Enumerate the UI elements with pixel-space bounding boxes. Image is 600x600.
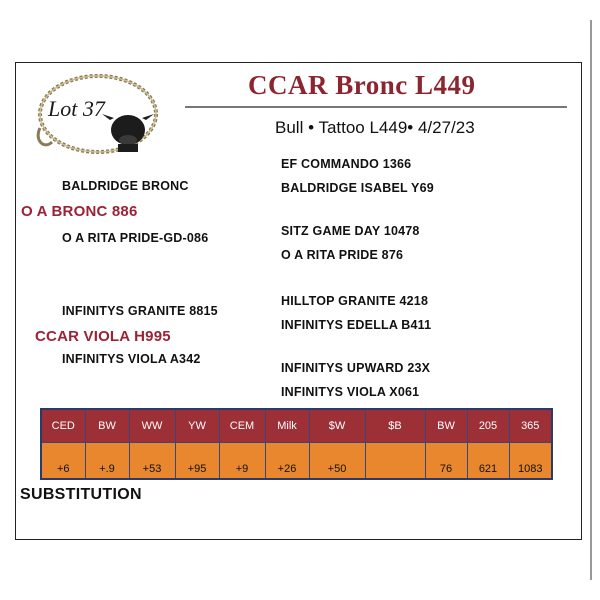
ebv-header-205: 205 (467, 409, 509, 443)
ebv-value-205: 621 (467, 443, 509, 480)
dam-sire-dam: INFINITYS EDELLA B411 (281, 318, 432, 332)
lot-label: Lot 37 (48, 96, 105, 121)
ebv-value-actual-bw: 76 (425, 443, 467, 480)
dam: CCAR VIOLA H995 (35, 328, 171, 345)
sire-dam-sire: SITZ GAME DAY 10478 (281, 224, 420, 238)
ebv-value-milk: +26 (265, 443, 309, 480)
ebv-header-actual-bw: BW (425, 409, 467, 443)
title-divider (185, 106, 567, 108)
ebv-header-cem: CEM (219, 409, 265, 443)
ebv-header-row (41, 409, 552, 443)
ebv-value-bw: +.9 (85, 443, 129, 480)
ebv-value-row (41, 443, 552, 480)
animal-subtitle: Bull • Tattoo L449• 4/27/23 (275, 118, 475, 137)
ebv-value-365: 1083 (509, 443, 552, 480)
dam-sire-sire: HILLTOP GRANITE 4218 (281, 294, 429, 308)
ebv-header-milk: Milk (265, 409, 309, 443)
ebv-header-yw: YW (175, 409, 219, 443)
ebv-header-ww: WW (129, 409, 175, 443)
ebv-header-w-index: $W (309, 409, 365, 443)
dam-dam-sire: INFINITYS UPWARD 23X (281, 361, 431, 375)
dam-sire: INFINITYS GRANITE 8815 (62, 304, 218, 318)
sire-sire-sire: EF COMMANDO 1366 (281, 157, 412, 171)
ebv-value-ced: +6 (41, 443, 85, 480)
ebv-header-ced: CED (41, 409, 85, 443)
page-edge-line (590, 20, 592, 580)
substitution-note: SUBSTITUTION (20, 486, 142, 503)
ebv-value-b-index (365, 443, 425, 480)
sire-dam: O A RITA PRIDE-GD-086 (62, 231, 209, 245)
dam-dam-dam: INFINITYS VIOLA X061 (281, 385, 420, 399)
ebv-table (40, 408, 553, 480)
sire: O A BRONC 886 (21, 203, 138, 220)
ebv-value-cem: +9 (219, 443, 265, 480)
sire-sire: BALDRIDGE BRONC (62, 179, 189, 193)
dam-dam: INFINITYS VIOLA A342 (62, 352, 201, 366)
lot-rope-logo (34, 70, 166, 160)
ebv-header-365: 365 (509, 409, 552, 443)
sire-sire-dam: BALDRIDGE ISABEL Y69 (281, 181, 434, 195)
animal-title: CCAR Bronc L449 (248, 70, 476, 100)
ebv-header-b-index: $B (365, 409, 425, 443)
ebv-header-bw: BW (85, 409, 129, 443)
sire-dam-dam: O A RITA PRIDE 876 (281, 248, 404, 262)
ebv-value-w-index: +50 (309, 443, 365, 480)
ebv-value-yw: +95 (175, 443, 219, 480)
ebv-value-ww: +53 (129, 443, 175, 480)
